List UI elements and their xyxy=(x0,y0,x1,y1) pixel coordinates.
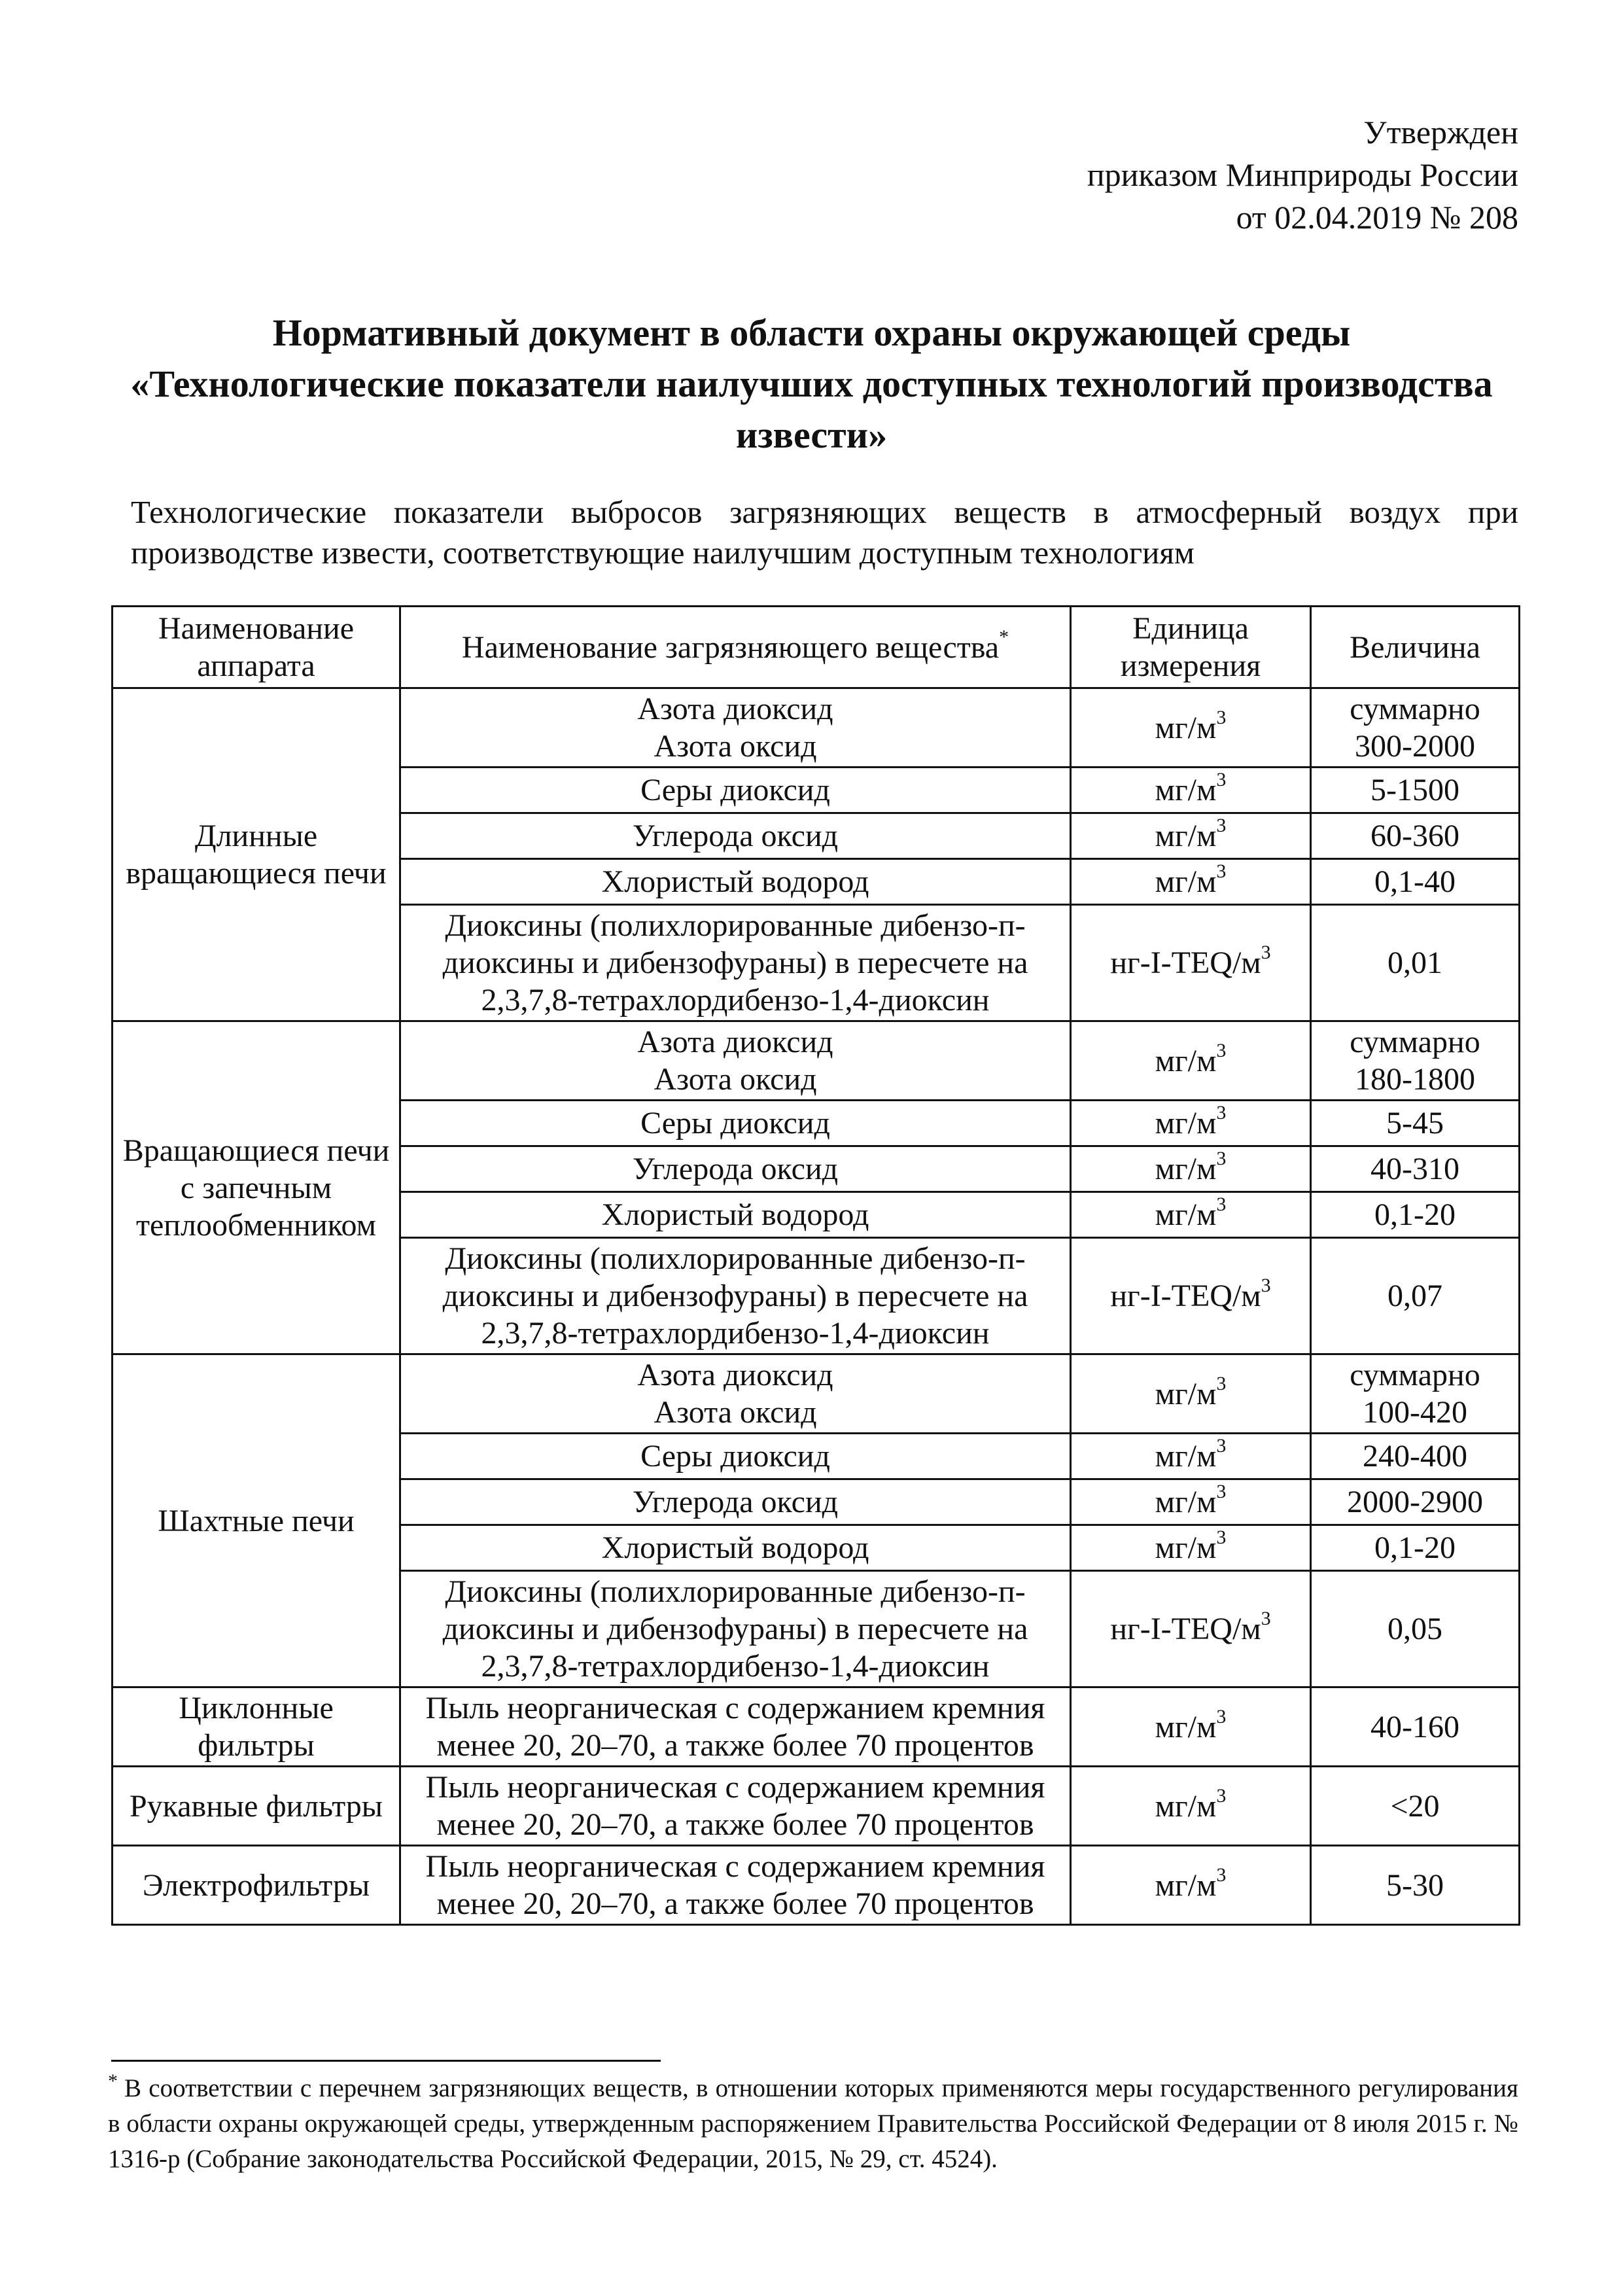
value-cell xyxy=(1311,1571,1520,1687)
unit-exponent: 3 xyxy=(1216,1193,1227,1215)
value-line: 180-1800 xyxy=(1355,1062,1475,1097)
unit-exponent: 3 xyxy=(1216,860,1227,882)
unit-cell xyxy=(1071,1479,1311,1525)
substance-line: Углерода оксид xyxy=(632,819,839,853)
value-line: суммарно xyxy=(1350,692,1480,726)
value-line: 100-420 xyxy=(1363,1395,1467,1430)
value-line: 5-30 xyxy=(1386,1867,1444,1903)
table-row xyxy=(113,1687,1520,1767)
substance-line: 2,3,7,8-тетрахлордибензо-1,4-диоксин xyxy=(481,983,990,1017)
substance-cell xyxy=(400,768,1071,813)
table-row xyxy=(113,1767,1520,1846)
emission-indicators-table xyxy=(111,605,1520,1926)
substance-line: Азота оксид xyxy=(654,1062,817,1097)
unit-exponent: 3 xyxy=(1216,1705,1227,1727)
value-cell xyxy=(1311,905,1520,1021)
approval-stamp xyxy=(1087,111,1518,239)
header-substance xyxy=(400,607,1071,688)
unit-cell xyxy=(1071,859,1311,905)
value-cell xyxy=(1311,1238,1520,1354)
substance-line: Серы диоксид xyxy=(640,1439,830,1474)
value-cell xyxy=(1311,1479,1520,1525)
substance-cell xyxy=(400,688,1071,768)
substance-line: диоксины и дибензофураны) в пересчете на xyxy=(442,945,1028,980)
substance-line: Углерода оксид xyxy=(632,1485,839,1519)
unit-text: мг/м xyxy=(1155,864,1217,899)
apparatus-cell: Циклонные фильтры xyxy=(113,1687,400,1767)
substance-line: Пыль неорганическая с содержанием кремния xyxy=(425,1770,1045,1805)
substance-cell xyxy=(400,1571,1071,1687)
unit-text: мг/м xyxy=(1155,1530,1217,1565)
table-header-row xyxy=(113,607,1520,688)
substance-cell xyxy=(400,1525,1071,1571)
substance-line: Азота оксид xyxy=(654,729,817,764)
unit-text: мг/м xyxy=(1155,710,1217,745)
value-cell xyxy=(1311,1146,1520,1192)
substance-cell xyxy=(400,1434,1071,1479)
unit-cell xyxy=(1071,1571,1311,1687)
approval-line: от 02.04.2019 № 208 xyxy=(1236,199,1518,236)
value-line: 40-310 xyxy=(1370,1152,1459,1186)
footnote-divider xyxy=(111,2060,661,2062)
value-cell xyxy=(1311,688,1520,768)
unit-text: мг/м xyxy=(1155,1106,1217,1140)
unit-exponent: 3 xyxy=(1216,1863,1227,1886)
value-cell xyxy=(1311,813,1520,859)
substance-line: Азота оксид xyxy=(654,1395,817,1430)
substance-cell xyxy=(400,1687,1071,1767)
table-row xyxy=(113,1021,1520,1101)
unit-cell xyxy=(1071,1021,1311,1101)
apparatus-cell: Вращающиеся печи с запечным теплообменником xyxy=(113,1021,400,1354)
value-cell xyxy=(1311,768,1520,813)
unit-cell xyxy=(1071,1687,1311,1767)
substance-line: Серы диоксид xyxy=(640,1106,830,1140)
value-line: суммарно xyxy=(1350,1025,1480,1059)
substance-line: менее 20, 20–70, а также более 70 процентов xyxy=(436,1886,1034,1921)
apparatus-cell: Шахтные печи xyxy=(113,1354,400,1687)
header-unit: Единица измерения xyxy=(1071,607,1311,688)
substance-line: Хлористый водород xyxy=(601,1197,869,1232)
substance-line: менее 20, 20–70, а также более 70 процентов xyxy=(436,1728,1034,1763)
table-body xyxy=(113,688,1520,1925)
unit-cell xyxy=(1071,905,1311,1021)
value-line: 0,05 xyxy=(1387,1612,1442,1646)
unit-text: мг/м xyxy=(1155,1867,1217,1903)
value-line: 0,07 xyxy=(1387,1279,1442,1313)
substance-cell xyxy=(400,1846,1071,1925)
unit-cell xyxy=(1071,688,1311,768)
unit-text: мг/м xyxy=(1155,773,1217,807)
value-line: 5-45 xyxy=(1386,1106,1444,1140)
substance-line: Азота диоксид xyxy=(637,1358,833,1392)
value-line: <20 xyxy=(1390,1788,1440,1824)
unit-exponent: 3 xyxy=(1261,1608,1271,1629)
value-cell xyxy=(1311,1767,1520,1846)
unit-cell xyxy=(1071,1525,1311,1571)
header-apparatus: Наименование аппарата xyxy=(113,607,400,688)
value-cell xyxy=(1311,1525,1520,1571)
unit-text: мг/м xyxy=(1155,1152,1217,1186)
header-substance-label: Наименование загрязняющего вещества xyxy=(461,629,1000,665)
substance-cell xyxy=(400,1238,1071,1354)
unit-cell xyxy=(1071,1101,1311,1146)
footnote-mark: * xyxy=(999,626,1009,648)
substance-cell xyxy=(400,813,1071,859)
substance-line: диоксины и дибензофураны) в пересчете на xyxy=(442,1612,1028,1646)
value-line: суммарно xyxy=(1350,1358,1480,1392)
substance-line: Диоксины (полихлорированные дибензо-п- xyxy=(445,1241,1026,1276)
substance-line: Пыль неорганическая с содержанием кремния xyxy=(425,1691,1045,1725)
unit-exponent: 3 xyxy=(1216,1372,1227,1394)
value-line: 2000-2900 xyxy=(1347,1485,1483,1519)
substance-line: Азота диоксид xyxy=(637,1025,833,1059)
value-cell xyxy=(1311,1101,1520,1146)
substance-cell xyxy=(400,1192,1071,1238)
unit-exponent: 3 xyxy=(1216,706,1227,728)
value-line: 40-160 xyxy=(1370,1709,1459,1744)
value-cell xyxy=(1311,1846,1520,1925)
table-row xyxy=(113,1846,1520,1925)
substance-cell xyxy=(400,859,1071,905)
substance-line: 2,3,7,8-тетрахлордибензо-1,4-диоксин xyxy=(481,1649,990,1684)
substance-line: Серы диоксид xyxy=(640,773,830,807)
value-cell xyxy=(1311,1192,1520,1238)
table-row xyxy=(113,688,1520,768)
unit-text: мг/м xyxy=(1155,819,1217,853)
substance-cell xyxy=(400,1767,1071,1846)
value-cell xyxy=(1311,1434,1520,1479)
substance-line: Пыль неорганическая с содержанием кремния xyxy=(425,1849,1045,1884)
substance-cell xyxy=(400,1479,1071,1525)
substance-line: Диоксины (полихлорированные дибензо-п- xyxy=(445,1574,1026,1609)
unit-text: мг/м xyxy=(1155,1439,1217,1474)
substance-line: 2,3,7,8-тетрахлордибензо-1,4-диоксин xyxy=(481,1316,990,1351)
intro-paragraph: Технологические показатели выбросов загрязняющих веществ в атмосферный воздух при производстве извести, соответствующие наилучшим доступным технологиям xyxy=(131,494,1518,571)
title-line: «Технологические показатели наилучших доступных технологий производства xyxy=(130,362,1493,405)
unit-cell xyxy=(1071,1238,1311,1354)
substance-line: менее 20, 20–70, а также более 70 процентов xyxy=(436,1807,1034,1842)
approval-line: приказом Минприроды России xyxy=(1087,156,1518,193)
unit-text: нг-I-TEQ/м xyxy=(1110,1279,1261,1313)
footnote-star: * xyxy=(108,2070,118,2092)
value-cell xyxy=(1311,1354,1520,1434)
title-line: Нормативный документ в области охраны окружающей среды xyxy=(272,311,1351,354)
value-line: 60-360 xyxy=(1370,819,1459,853)
unit-cell xyxy=(1071,813,1311,859)
substance-cell xyxy=(400,1146,1071,1192)
unit-cell xyxy=(1071,1354,1311,1434)
substance-cell xyxy=(400,1101,1071,1146)
apparatus-cell: Электрофильтры xyxy=(113,1846,400,1925)
unit-exponent: 3 xyxy=(1216,769,1227,790)
header-value: Величина xyxy=(1311,607,1520,688)
value-line: 0,1-20 xyxy=(1374,1197,1456,1232)
document-title xyxy=(105,308,1518,461)
unit-text: мг/м xyxy=(1155,1485,1217,1519)
unit-exponent: 3 xyxy=(1216,1784,1227,1807)
value-cell xyxy=(1311,1687,1520,1767)
unit-text: мг/м xyxy=(1155,1043,1217,1078)
unit-cell xyxy=(1071,1846,1311,1925)
approval-line: Утвержден xyxy=(1363,114,1518,150)
unit-exponent: 3 xyxy=(1216,1102,1227,1123)
unit-text: мг/м xyxy=(1155,1788,1217,1824)
value-line: 0,1-40 xyxy=(1374,864,1456,899)
substance-line: Диоксины (полихлорированные дибензо-п- xyxy=(445,908,1026,943)
footnote xyxy=(108,2071,1518,2177)
value-line: 240-400 xyxy=(1363,1439,1467,1474)
unit-text: нг-I-TEQ/м xyxy=(1110,945,1261,980)
substance-cell xyxy=(400,1354,1071,1434)
unit-text: мг/м xyxy=(1155,1197,1217,1232)
unit-text: мг/м xyxy=(1155,1709,1217,1744)
substance-line: Хлористый водород xyxy=(601,1530,869,1565)
unit-cell xyxy=(1071,1434,1311,1479)
footnote-text: В соответствии с перечнем загрязняющих веществ, в отношении которых применяются меры государственного регулирования в области охраны окружающей среды, утвержденным распоряжением Правительства Российской Федерации от 8 июля 2015 г. № 1316-р (Собрание законодательства Российской Федерации, 2015, № 29, ст. 4524). xyxy=(108,2074,1518,2173)
substance-cell xyxy=(400,1021,1071,1101)
value-line: 0,01 xyxy=(1387,945,1442,980)
substance-line: Углерода оксид xyxy=(632,1152,839,1186)
unit-exponent: 3 xyxy=(1216,1435,1227,1457)
value-cell xyxy=(1311,1021,1520,1101)
unit-exponent: 3 xyxy=(1216,1039,1227,1061)
value-line: 5-1500 xyxy=(1370,773,1459,807)
value-cell xyxy=(1311,859,1520,905)
substance-line: диоксины и дибензофураны) в пересчете на xyxy=(442,1279,1028,1313)
unit-exponent: 3 xyxy=(1216,815,1227,836)
unit-cell xyxy=(1071,1146,1311,1192)
table-row xyxy=(113,1354,1520,1434)
substance-line: Азота диоксид xyxy=(637,692,833,726)
unit-cell xyxy=(1071,1767,1311,1846)
apparatus-cell: Длинные вращающиеся печи xyxy=(113,688,400,1021)
substance-cell xyxy=(400,905,1071,1021)
unit-cell xyxy=(1071,768,1311,813)
unit-exponent: 3 xyxy=(1261,1275,1271,1296)
unit-text: мг/м xyxy=(1155,1376,1217,1411)
unit-exponent: 3 xyxy=(1216,1481,1227,1502)
apparatus-cell: Рукавные фильтры xyxy=(113,1767,400,1846)
unit-exponent: 3 xyxy=(1261,942,1271,963)
unit-text: нг-I-TEQ/м xyxy=(1110,1612,1261,1646)
title-line: извести» xyxy=(735,414,888,456)
value-line: 0,1-20 xyxy=(1374,1530,1456,1565)
unit-exponent: 3 xyxy=(1216,1148,1227,1169)
unit-exponent: 3 xyxy=(1216,1527,1227,1548)
value-line: 300-2000 xyxy=(1355,729,1475,764)
unit-cell xyxy=(1071,1192,1311,1238)
substance-line: Хлористый водород xyxy=(601,864,869,899)
